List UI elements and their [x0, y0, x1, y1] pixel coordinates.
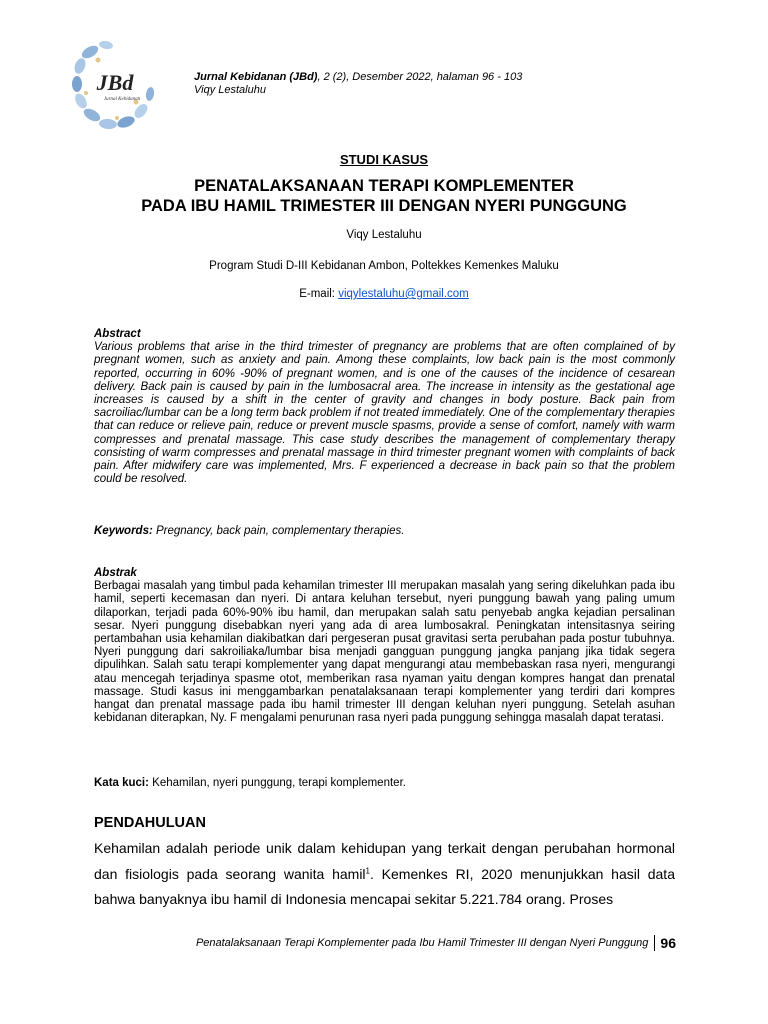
keywords-id [94, 777, 675, 790]
abstract-en [94, 328, 675, 486]
running-title: Penatalaksanaan Terapi Komplementer pada Ibu Hamil Trimester III dengan Nyeri Punggung [195, 937, 649, 949]
abstract-id [94, 567, 675, 725]
email-label: E-mail: [299, 288, 339, 300]
keywords-en [94, 525, 675, 538]
abstrak-heading: Abstrak [94, 567, 137, 579]
journal-citation: , 2 (2), Desember 2022, halaman 96 - 103 [317, 71, 523, 83]
body-text-part2: . Kemenkes RI, 2020 menunjukkan hasil data bahwa banyaknya ibu hamil di Indonesia mencapai sekitar 5.221.784 orang. Proses [94, 865, 675, 907]
email-link[interactable]: viqylestaluhu@gmail.com [338, 288, 469, 300]
abstract-heading: Abstract [94, 328, 141, 340]
page-footer [196, 935, 676, 951]
body-text-part1: Kehamilan adalah periode unik dalam kehidupan yang terkait dengan perubahan hormonal dan fisiologis pada seorang wanita hamil [94, 840, 675, 882]
author-email [0, 288, 768, 300]
reference-marker[interactable]: 1 [365, 865, 370, 875]
running-author: Viqy Lestaluhu [194, 84, 266, 96]
article-type-label: STUDI KASUS [339, 152, 429, 167]
footer-divider [654, 935, 655, 951]
page-number: 96 [660, 935, 676, 951]
title-line-1: PENATALAKSANAAN TERAPI KOMPLEMENTER [194, 177, 574, 195]
journal-name: Jurnal Kebidanan (JBd) [194, 71, 318, 83]
logo-text: JBd [96, 70, 134, 95]
keywords-text: Pregnancy, back pain, complementary therapies. [152, 525, 405, 537]
abstract-text: Various problems that arise in the third trimester of pregnancy are problems that are often complained of by pregnant women, such as anxiety and pain. Among these complaints, low back pain is the most commonly reported, occurring in 60% -90% of pregnant women, and is one of the causes of the incidence of cesarean delivery. Back pain is caused by pain in the lumbosacral area. The increase in intensity as the gestational age increases is caused by a shift in the center of gravity and changes in body posture. Back pain from sacroiliac/lumbar can be a long term back problem if not treated immediately. One of the complementary therapies that can reduce or relieve pain, reduce or prevent muscle spasms, provide a sense of comfort, namely with warm compresses and prenatal massage. This case study describes the management of complementary therapy consisting of warm compresses and prenatal massage in third trimester pregnant women with complaints of back pain. After midwifery care was implemented, Mrs. F experienced a decrease in back pain so that the problem could be resolved. [94, 341, 675, 486]
kata-kunci-label: Kata kuci: [94, 777, 149, 789]
journal-logo [70, 38, 160, 134]
section-body [94, 836, 675, 913]
author-affiliation: Program Studi D-III Kebidanan Ambon, Poltekkes Kemenkes Maluku [209, 260, 559, 272]
journal-info [194, 71, 522, 97]
abstrak-text: Berbagai masalah yang timbul pada kehamilan trimester III merupakan masalah yang sering dikeluhkan pada ibu hamil, seperti kecemasan dan nyeri. Di antara keluhan tersebut, nyeri punggung bawah yang paling umum dilaporkan, terjadi pada 60%-90% ibu hamil, dan merupakan salah satu penyebab angka kejadian persalinan sesar. Nyeri punggung disebabkan nyeri yang ada di area lumbosakral. Peningkatan intensitasnya seiring pertambahan usia kehamilan diakibatkan dari pergeseran pusat gravitasi serta perubahan pada postur tubuhnya. Nyeri punggung dari sakroiliaka/lumbar bisa menjadi gangguan punggung jangka panjang jika tidak segera dipulihkan. Salah satu terapi komplementer yang dapat mengurangi atau membebaskan rasa nyeri, mengurangi atau mencegah terjadinya spasme otot, memberikan rasa nyaman yaitu dengan kompres hangat dan prenatal massage. Studi kasus ini menggambarkan penatalaksanaan terapi komplementer yang terdiri dari kompres hangat dan prenatal massage pada ibu hamil trimester III dengan keluhan nyeri punggung. Setelah asuhan kebidanan diterapkan, Ny. F mengalami penurunan rasa nyeri pada punggung sehingga masalah dapat teratasi. [94, 580, 675, 725]
title-line-2: PADA IBU HAMIL TRIMESTER III DENGAN NYERI PUNGGUNG [141, 197, 627, 215]
article-title [0, 176, 768, 216]
keywords-label: Keywords: [94, 525, 153, 537]
section-heading: PENDAHULUAN [94, 815, 206, 831]
kata-kunci-text: Kehamilan, nyeri punggung, terapi komplementer. [148, 777, 406, 789]
logo-subtext: Jurnal Kebidanan [103, 97, 141, 102]
author-name: Viqy Lestaluhu [346, 229, 422, 241]
